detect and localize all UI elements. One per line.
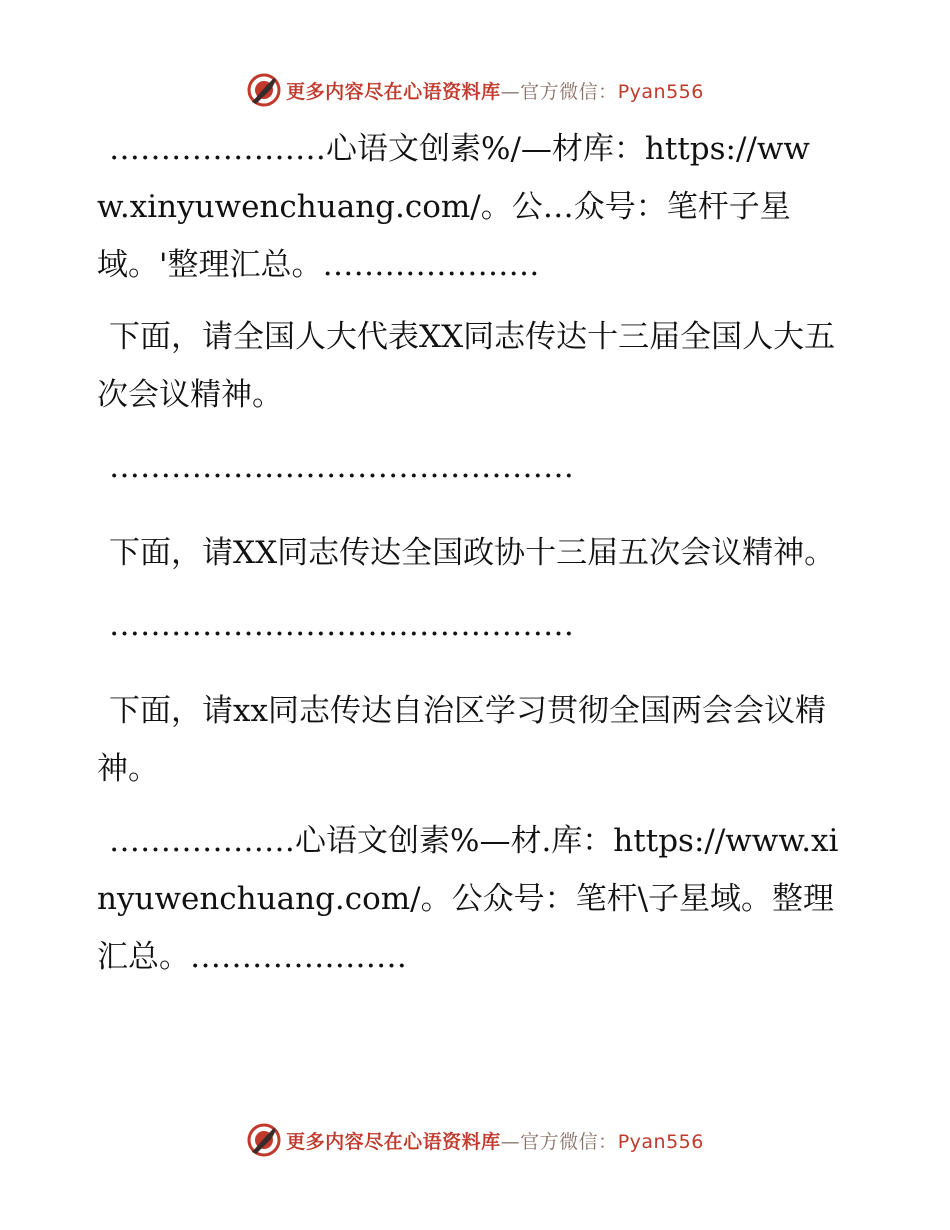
header-banner-text xyxy=(286,77,704,104)
ellipsis-divider: ……………………………………… xyxy=(109,607,574,643)
paragraph-intro-watermark: …………………心语文创素%/—材库：https://www.xinyuwenchuang.com/。公…众号：笔杆子星域。'整理汇总。………………… xyxy=(97,131,810,283)
ellipsis-divider: ……………………………………… xyxy=(109,449,574,485)
footer-banner xyxy=(0,1120,950,1160)
paragraph-cppcc: 下面，请XX同志传达全国政协十三届五次会议精神。 xyxy=(109,535,836,571)
paragraph-region: 下面，请xx同志传达自治区学习贯彻全国两会会议精神。 xyxy=(97,693,826,787)
footer-wechat-label: 官方微信： xyxy=(520,1130,618,1153)
document-body xyxy=(97,120,842,1000)
paragraph-npc: 下面，请全国人大代表XX同志传达十三届全国人大五次会议精神。 xyxy=(97,319,836,413)
footer-title: 更多内容尽在心语资料库 xyxy=(286,1130,501,1153)
footer-separator: — xyxy=(500,1130,521,1153)
pen-logo-icon xyxy=(246,72,282,108)
header-wechat-id: Pyan556 xyxy=(617,80,704,103)
footer-wechat-id: Pyan556 xyxy=(617,1130,704,1153)
paragraph-outro-watermark: ………………心语文创素%—材.库：https://www.xinyuwenchuang.com/。公众号：笔杆\子星域。整理汇总。………………… xyxy=(97,823,839,975)
pen-logo-icon xyxy=(246,1122,282,1158)
header-title: 更多内容尽在心语资料库 xyxy=(286,80,501,103)
header-separator: — xyxy=(500,80,521,103)
header-banner xyxy=(0,70,950,110)
footer-banner-text xyxy=(286,1127,704,1154)
header-wechat-label: 官方微信： xyxy=(520,80,618,103)
